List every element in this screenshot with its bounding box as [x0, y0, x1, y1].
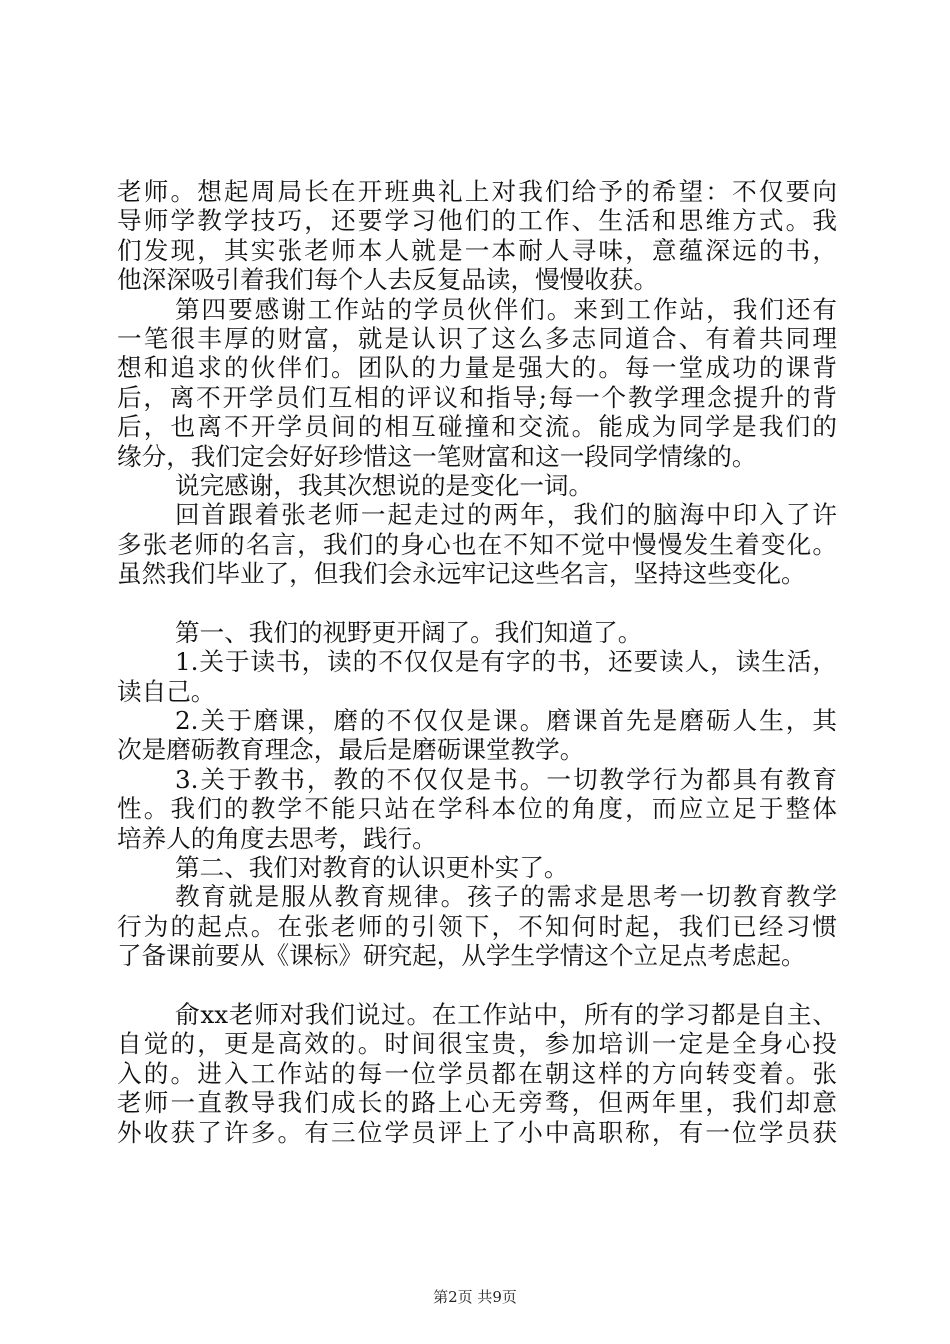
text-line: 培养人的角度去思考，践行。 — [117, 823, 437, 853]
text-line: 自觉的，更是高效的。时间很宝贵，参加培训一定是全身心投 — [117, 1029, 837, 1059]
text-line: 一笔很丰厚的财富，就是认识了这么多志同道合、有着共同理 — [117, 323, 837, 353]
text-line: 读自己。 — [117, 676, 216, 706]
text-line: 1.关于读书，读的不仅仅是有字的书，还要读人，读生活， — [175, 647, 837, 677]
text-line: 想和追求的伙伴们。团队的力量是强大的。每一堂成功的课背 — [117, 353, 837, 383]
text-line: 行为的起点。在张老师的引领下，不知何时起，我们已经习惯 — [117, 911, 837, 941]
text-line: 后，也离不开学员间的相互碰撞和交流。能成为同学是我们的 — [117, 412, 837, 442]
text-line: 虽然我们毕业了，但我们会永远牢记这些名言，坚持这些变化。 — [117, 559, 806, 589]
text-line: 第二、我们对教育的认识更朴实了。 — [175, 852, 569, 882]
text-line: 们发现，其实张老师本人就是一本耐人寻味，意蕴深远的书， — [117, 235, 837, 265]
paragraph-gap — [117, 971, 837, 1000]
text-line: 多张老师的名言，我们的身心也在不知不觉中慢慢发生着变化。 — [117, 529, 837, 559]
text-line: 了备课前要从《课标》研究起，从学生学情这个立足点考虑起。 — [117, 941, 806, 971]
text-line: 缘分，我们定会好好珍惜这一笔财富和这一段同学情缘的。 — [117, 441, 757, 471]
text-line: 性。我们的教学不能只站在学科本位的角度，而应立足于整体 — [117, 794, 837, 824]
text-line: 第四要感谢工作站的学员伙伴们。来到工作站，我们还有 — [175, 294, 837, 324]
text-line: 次是磨砺教育理念，最后是磨砺课堂教学。 — [117, 735, 585, 765]
text-line: 入的。进入工作站的每一位学员都在朝这样的方向转变着。张 — [117, 1058, 837, 1088]
text-line: 老师一直教导我们成长的路上心无旁骛，但两年里，我们却意 — [117, 1088, 837, 1118]
text-line: 教育就是服从教育规律。孩子的需求是思考一切教育教学 — [175, 882, 837, 912]
text-line: 俞xx老师对我们说过。在工作站中，所有的学习都是自主、 — [175, 999, 837, 1029]
text-line: 他深深吸引着我们每个人去反复品读，慢慢收获。 — [117, 265, 659, 295]
text-line: 2.关于磨课，磨的不仅仅是课。磨课首先是磨砺人生，其 — [175, 706, 837, 736]
page-number-footer: 第2页 共9页 — [433, 1288, 517, 1306]
text-line: 后，离不开学员们互相的评议和指导;每一个教学理念提升的背 — [117, 382, 837, 412]
text-line: 回首跟着张老师一起走过的两年，我们的脑海中印入了许 — [175, 500, 837, 530]
text-line: 老师。想起周局长在开班典礼上对我们给予的希望：不仅要向 — [117, 177, 837, 206]
text-line: 导师学教学技巧，还要学习他们的工作、生活和思维方式。我 — [117, 206, 837, 236]
text-line: 外收获了许多。有三位学员评上了小中高职称，有一位学员获 — [117, 1117, 837, 1147]
text-line: 第一、我们的视野更开阔了。我们知道了。 — [175, 617, 643, 647]
text-line: 3.关于教书，教的不仅仅是书。一切教学行为都具有教育 — [175, 764, 837, 794]
text-line: 说完感谢，我其次想说的是变化一词。 — [175, 470, 594, 500]
document-body — [117, 177, 837, 1147]
paragraph-gap — [117, 588, 837, 617]
